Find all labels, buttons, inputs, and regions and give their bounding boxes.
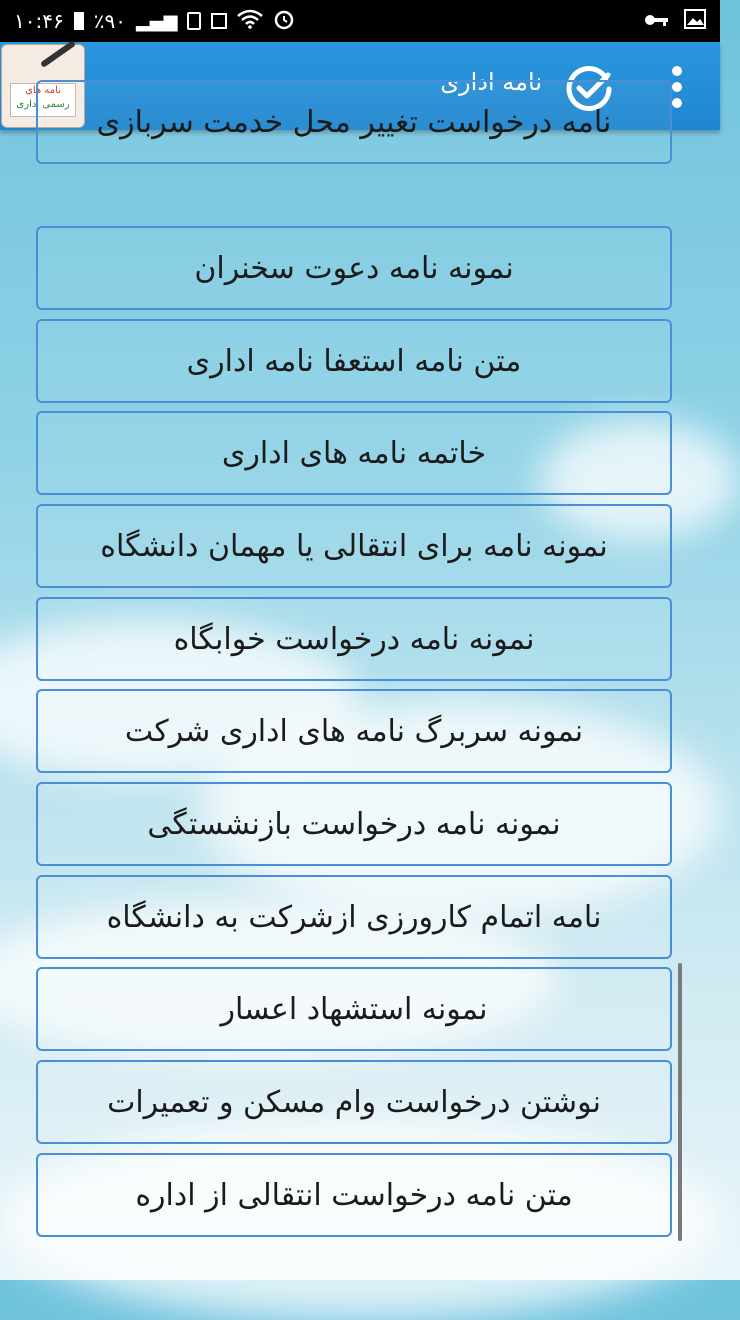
key-icon xyxy=(644,9,670,33)
pen-icon xyxy=(40,40,76,68)
list-item[interactable]: نوشتن درخواست وام مسکن و تعمیرات xyxy=(36,1060,672,1144)
list-item[interactable]: متن نامه استعفا نامه اداری xyxy=(36,319,672,403)
alarm-icon xyxy=(273,8,295,35)
list-item[interactable]: خاتمه نامه های اداری xyxy=(36,411,672,495)
list-item[interactable]: نمونه نامه درخواست بازنشستگی xyxy=(36,782,672,866)
wifi-icon xyxy=(237,9,263,34)
list-item[interactable]: نمونه استشهاد اعسار xyxy=(36,967,672,1051)
data-icon xyxy=(211,13,227,29)
battery-percent: ٪۹۰ xyxy=(93,9,126,33)
clock: ۱۰:۴۶ xyxy=(14,9,64,33)
scrollbar[interactable] xyxy=(678,963,682,1241)
page-title: نامه اداری xyxy=(440,68,542,96)
list-item[interactable]: نامه درخواست تغییر محل خدمت سربازی xyxy=(36,80,672,164)
list-item[interactable]: متن نامه درخواست انتقالی از اداره xyxy=(36,1153,672,1237)
list-item[interactable]: نمونه نامه دعوت سخنران xyxy=(36,226,672,310)
list-item[interactable]: نامه اتمام کارورزی ازشرکت به دانشگاه xyxy=(36,875,672,959)
list-item[interactable]: نمونه نامه درخواست خوابگاه xyxy=(36,597,672,681)
logo-text-line1: نامه های xyxy=(25,85,61,96)
battery-icon xyxy=(74,12,84,30)
logo-text-line2: رسمی اداری xyxy=(16,99,70,110)
image-icon xyxy=(684,9,706,34)
list-item[interactable]: نمونه نامه برای انتقالی یا مهمان دانشگاه xyxy=(36,504,672,588)
sim-icon xyxy=(187,12,201,30)
signal-icon: ▂▄▆ xyxy=(135,10,178,32)
list-item[interactable]: نمونه سربرگ نامه های اداری شرکت xyxy=(36,689,672,773)
status-bar xyxy=(0,0,720,42)
